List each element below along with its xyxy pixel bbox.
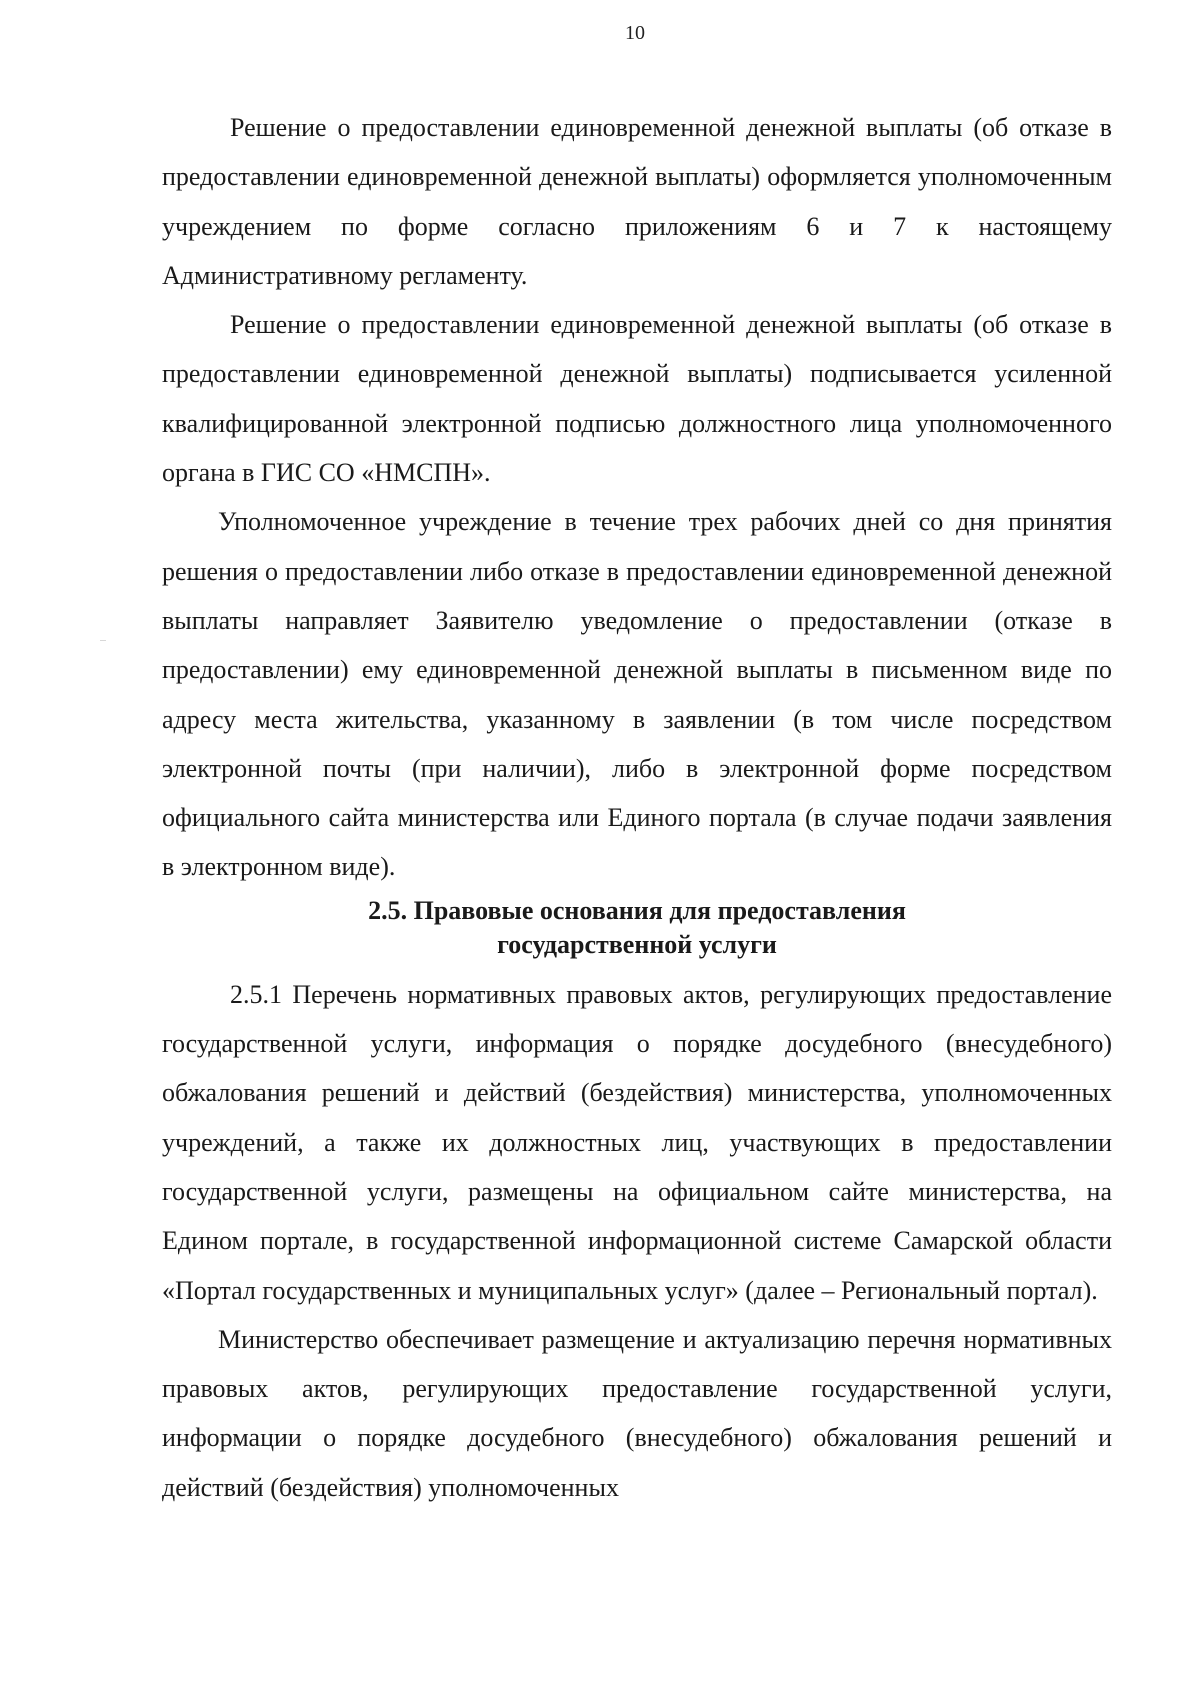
margin-mark (100, 640, 106, 641)
paragraph-ministry-duties: Министерство обеспечивает размещение и актуализацию перечня нормативных правовых актов, регулирующих предоставление государственной услуги, информации о порядке досудебного (внесудебного) обжалования решений и действий (бездействия) уполномоченных (162, 1324, 1112, 1502)
paragraph-decision-format: Решение о предоставлении единовременной денежной выплаты (об отказе в предоставлении единовременной денежной выплаты) оформляется уполномоченным учреждением по форме согласно приложениям 6 и 7 к настоящему Административному регламенту. (162, 113, 1112, 290)
section-heading-line-1: 2.5. Правовые основания для предоставления (368, 895, 906, 925)
document-body (162, 103, 1112, 1512)
paragraph-notification: Уполномоченное учреждение в течение трех рабочих дней со дня принятия решения о предоставлении либо отказе в предоставлении единовременной денежной выплаты направляет Заявителю уведомление о предоставлении (отказе в предоставлении) ему единовременной денежной выплаты в письменном виде по адресу места жительства, указанному в заявлении (в том числе посредством электронной почты (при наличии), либо в электронной форме посредством официального сайта министерства или Единого портала (в случае подачи заявления в электронном виде). (162, 507, 1112, 882)
section-heading (162, 894, 1112, 962)
section-heading-line-2: государственной услуги (497, 929, 777, 959)
paragraph-decision-signature: Решение о предоставлении единовременной денежной выплаты (об отказе в предоставлении единовременной денежной выплаты) подписывается усиленной квалифицированной электронной подписью должностного лица уполномоченного органа в ГИС СО «НМСПН». (162, 310, 1112, 488)
paragraph-legal-acts-list: 2.5.1 Перечень нормативных правовых актов, регулирующих предоставление государственной услуги, информация о порядке досудебного (внесудебного) обжалования решений и действий (бездействия) министерства, уполномоченных учреждений, а также их должностных лиц, участвующих в предоставлении государственной услуги, размещены на официальном сайте министерства, на Едином портале, в государственной информационной системе Самарской области «Портал государственных и муниципальных услуг» (далее – Региональный портал). (162, 979, 1112, 1305)
page-number: 10 (625, 22, 645, 44)
